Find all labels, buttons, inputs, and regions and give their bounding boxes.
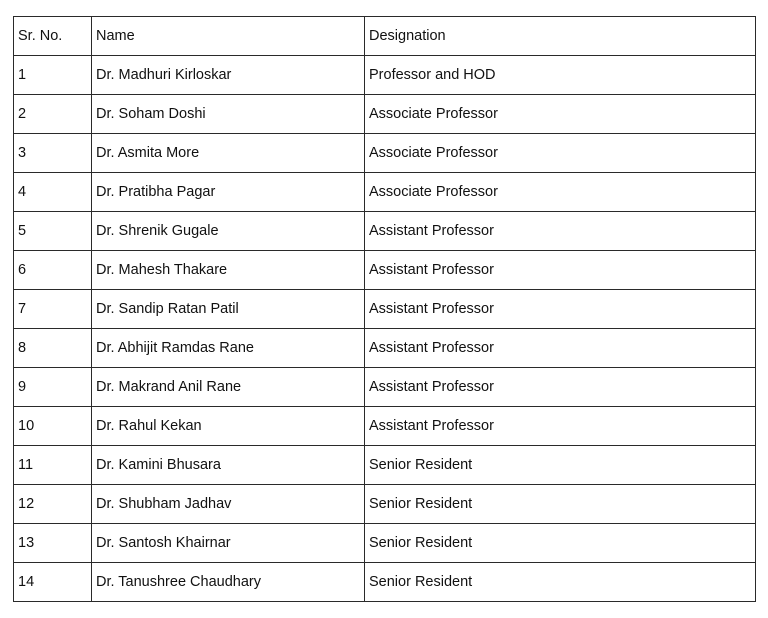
cell-sr-no: 3 (14, 134, 92, 173)
cell-sr-no: 14 (14, 563, 92, 602)
cell-designation: Assistant Professor (365, 329, 756, 368)
cell-name: Dr. Makrand Anil Rane (92, 368, 365, 407)
cell-sr-no: 12 (14, 485, 92, 524)
cell-name: Dr. Kamini Bhusara (92, 446, 365, 485)
table-row (14, 446, 756, 485)
cell-sr-no: 7 (14, 290, 92, 329)
cell-designation: Assistant Professor (365, 368, 756, 407)
cell-sr-no: 1 (14, 56, 92, 95)
cell-sr-no: 10 (14, 407, 92, 446)
cell-designation: Senior Resident (365, 563, 756, 602)
table-row (14, 524, 756, 563)
table-row (14, 95, 756, 134)
header-designation: Designation (365, 17, 756, 56)
cell-designation: Associate Professor (365, 95, 756, 134)
cell-name: Dr. Shubham Jadhav (92, 485, 365, 524)
cell-sr-no: 11 (14, 446, 92, 485)
cell-name: Dr. Madhuri Kirloskar (92, 56, 365, 95)
cell-name: Dr. Rahul Kekan (92, 407, 365, 446)
table-row (14, 173, 756, 212)
cell-name: Dr. Abhijit Ramdas Rane (92, 329, 365, 368)
table-row (14, 563, 756, 602)
table-row (14, 251, 756, 290)
table-header-row (14, 17, 756, 56)
cell-designation: Associate Professor (365, 134, 756, 173)
cell-designation: Senior Resident (365, 524, 756, 563)
staff-table (13, 16, 756, 602)
table-row (14, 329, 756, 368)
cell-designation: Assistant Professor (365, 407, 756, 446)
table-row (14, 407, 756, 446)
cell-name: Dr. Mahesh Thakare (92, 251, 365, 290)
cell-name: Dr. Sandip Ratan Patil (92, 290, 365, 329)
cell-designation: Professor and HOD (365, 56, 756, 95)
cell-designation: Assistant Professor (365, 251, 756, 290)
cell-designation: Assistant Professor (365, 290, 756, 329)
cell-name: Dr. Santosh Khairnar (92, 524, 365, 563)
cell-designation: Senior Resident (365, 446, 756, 485)
cell-sr-no: 6 (14, 251, 92, 290)
table-row (14, 368, 756, 407)
cell-name: Dr. Asmita More (92, 134, 365, 173)
cell-name: Dr. Shrenik Gugale (92, 212, 365, 251)
cell-designation: Assistant Professor (365, 212, 756, 251)
table-row (14, 485, 756, 524)
cell-sr-no: 2 (14, 95, 92, 134)
header-name: Name (92, 17, 365, 56)
cell-designation: Senior Resident (365, 485, 756, 524)
cell-sr-no: 4 (14, 173, 92, 212)
table-row (14, 134, 756, 173)
cell-name: Dr. Soham Doshi (92, 95, 365, 134)
cell-sr-no: 5 (14, 212, 92, 251)
cell-sr-no: 8 (14, 329, 92, 368)
cell-name: Dr. Pratibha Pagar (92, 173, 365, 212)
cell-designation: Associate Professor (365, 173, 756, 212)
table-row (14, 212, 756, 251)
header-sr-no: Sr. No. (14, 17, 92, 56)
table-row (14, 290, 756, 329)
table-row (14, 56, 756, 95)
cell-name: Dr. Tanushree Chaudhary (92, 563, 365, 602)
cell-sr-no: 9 (14, 368, 92, 407)
cell-sr-no: 13 (14, 524, 92, 563)
